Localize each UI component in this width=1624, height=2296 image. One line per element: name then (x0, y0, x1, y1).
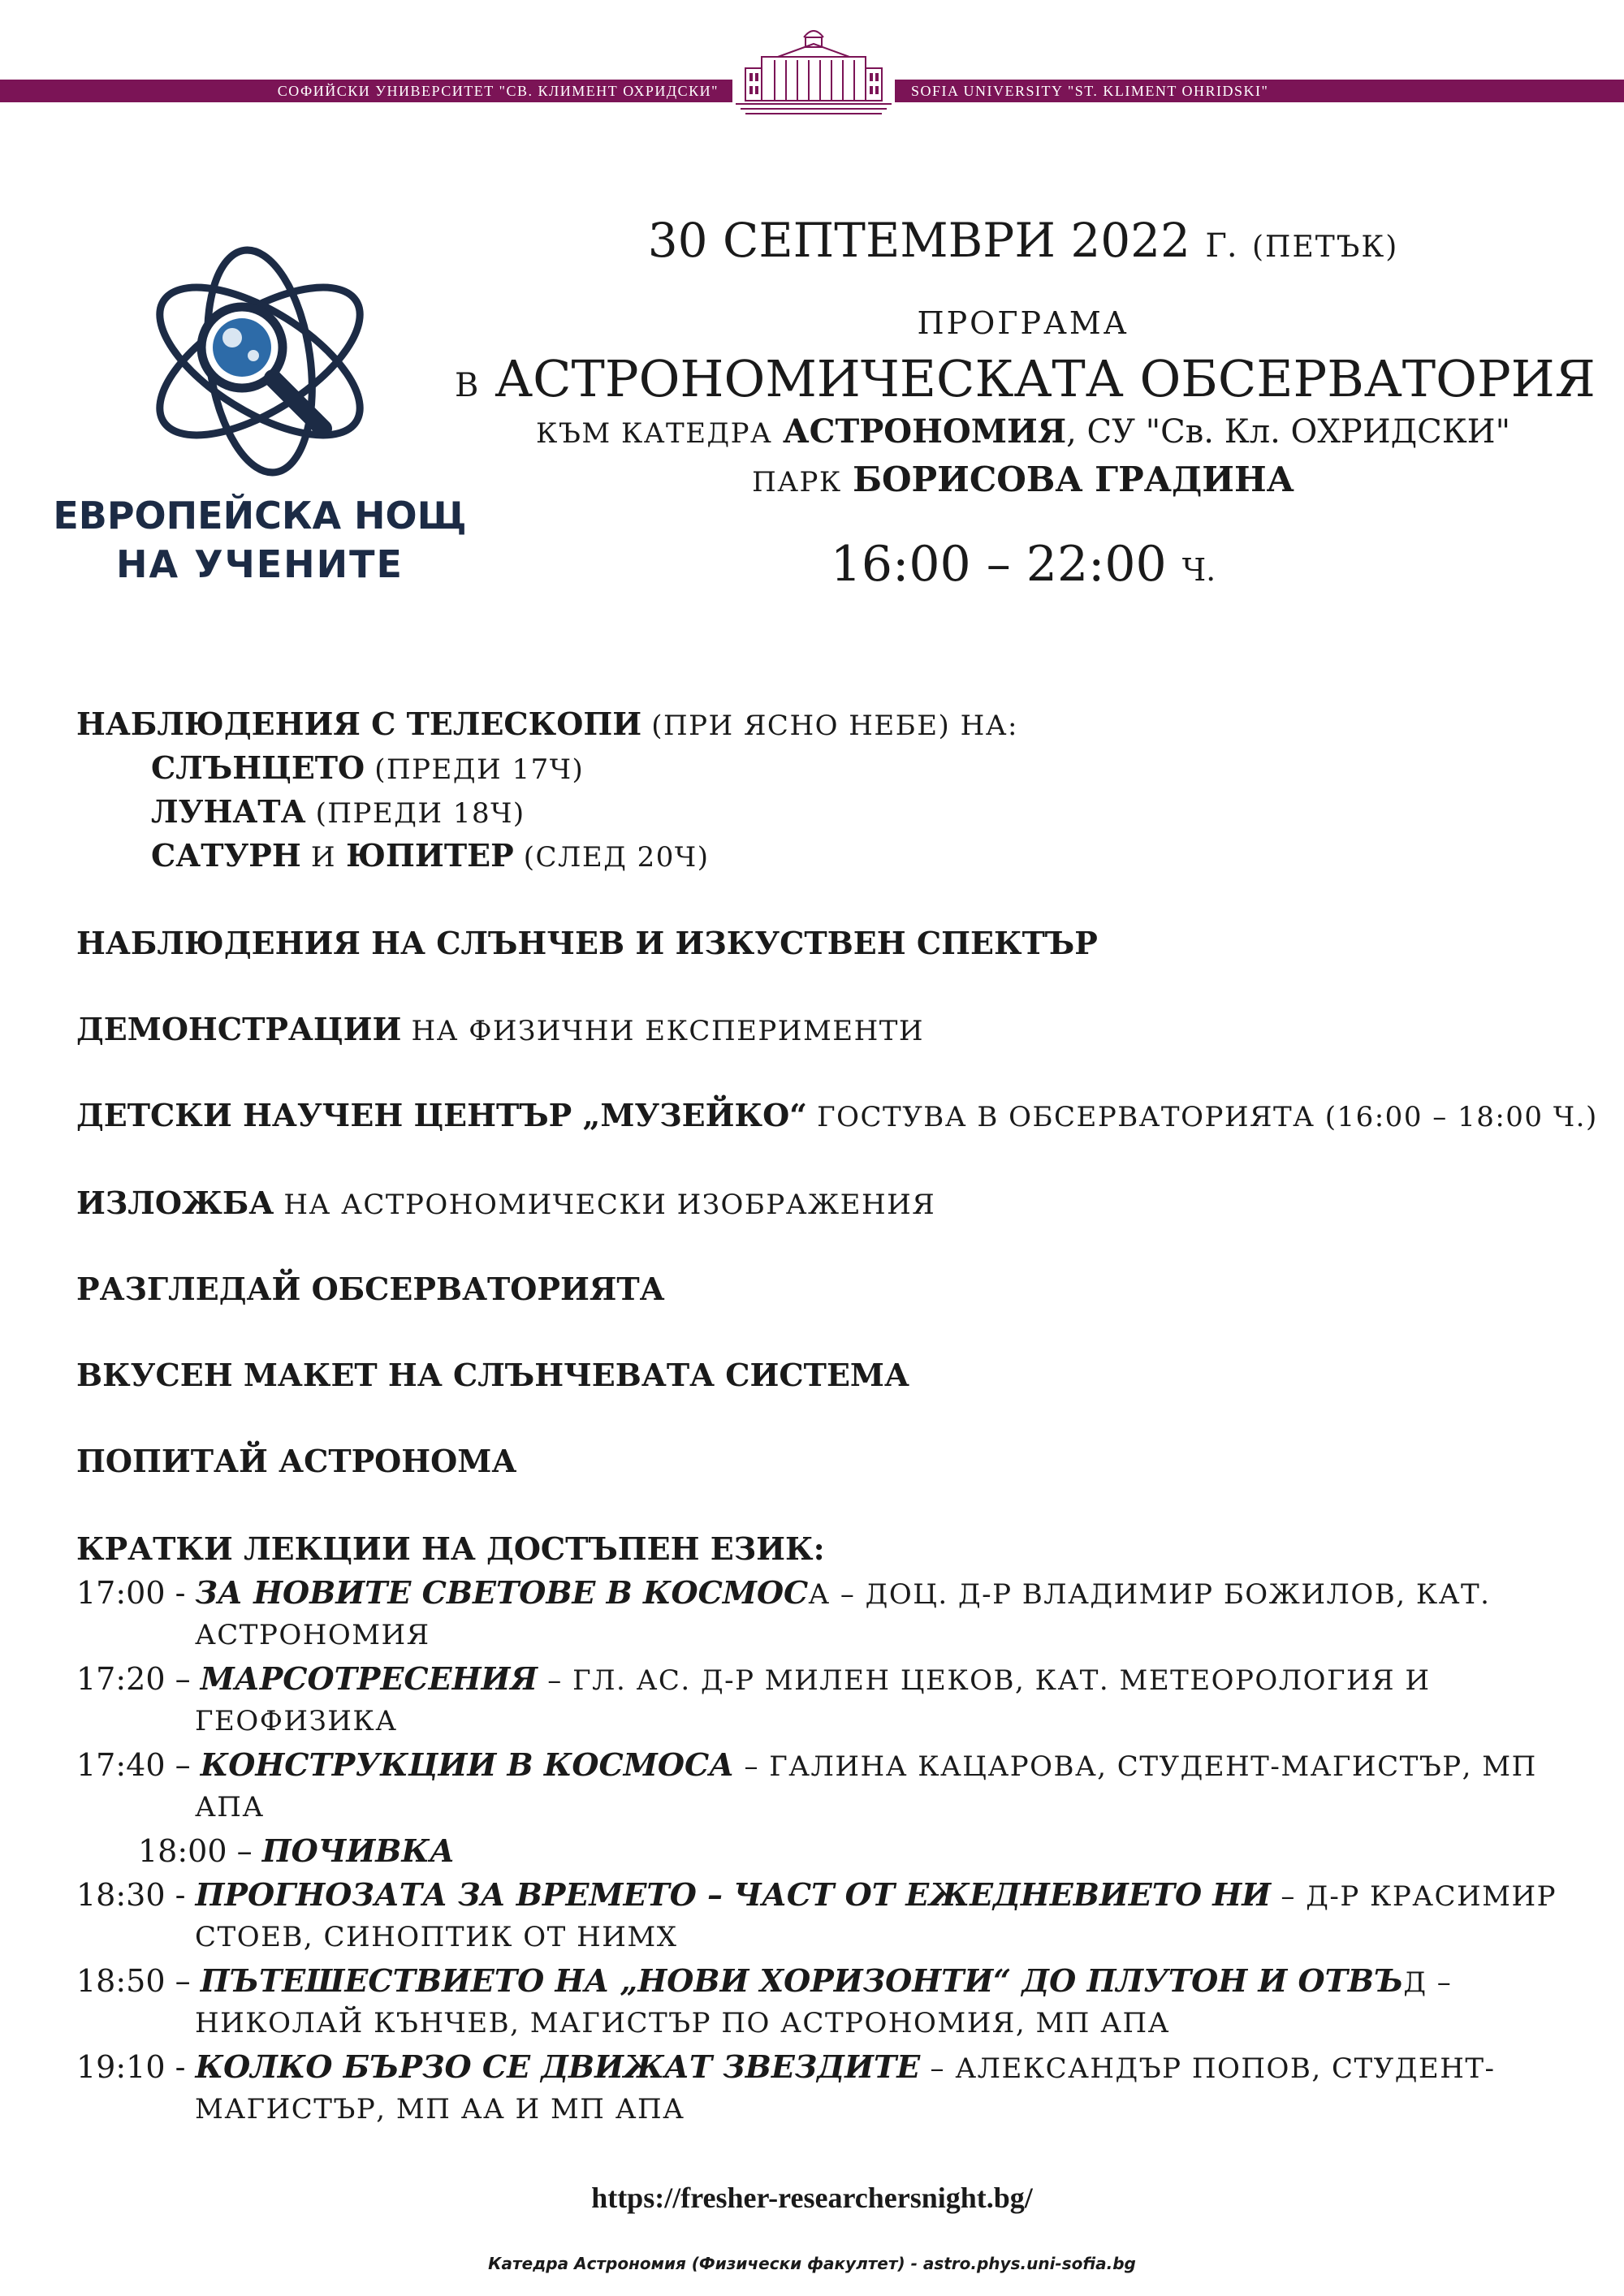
event-date: 30 СЕПТЕМВРИ 2022 Г. (ПЕТЪК) (647, 213, 1399, 268)
atom-magnifier-icon (138, 244, 382, 487)
footer-text: Катедра Астрономия (Физически факултет) - astro.phys.uni-sofia.bg (488, 2254, 1136, 2273)
event-website-link[interactable]: https://fresher-researchersnight.bg/ (591, 2182, 1033, 2214)
lecture-item-cont: ГЕОФИЗИКА (195, 1705, 398, 1737)
university-building-icon (729, 19, 898, 123)
venue-title: В АСТРОНОМИЧЕСКАТА ОБСЕРВАТОРИЯ (455, 349, 1596, 408)
lecture-item-cont: МАГИСТЪР, МП АА И МП АПА (195, 2093, 685, 2126)
demos-line: ДЕМОНСТРАЦИИ НА ФИЗИЧНИ ЕКСПЕРИМЕНТИ (76, 1011, 925, 1047)
exhibit-line: ИЗЛОЖБА НА АСТРОНОМИЧЕСКИ ИЗОБРАЖЕНИЯ (76, 1185, 936, 1221)
lecture-item: 17:00 - ЗА НОВИТЕ СВЕТОВЕ В КОСМОСА – ДОЦ. Д-Р ВЛАДИМИР БОЖИЛОВ, КАТ. (76, 1574, 1491, 1611)
moon-line: ЛУНАТА (ПРЕДИ 18Ч) (151, 793, 525, 830)
planets-line: САТУРН И ЮПИТЕР (СЛЕД 20Ч) (151, 837, 710, 874)
park-line: ПАРК БОРИСОВА ГРАДИНА (752, 460, 1294, 499)
university-name-en: SOFIA UNIVERSITY "ST. KLIMENT OHRIDSKI" (911, 83, 1269, 99)
lecture-item: 18:50 – ПЪТЕШЕСТВИЕТО НА „НОВИ ХОРИЗОНТИ“ ДО ПЛУТОН И ОТВЪД – (76, 1962, 1453, 1999)
lecture-item-cont: НИКОЛАЙ КЪНЧЕВ, МАГИСТЪР ПО АСТРОНОМИЯ, МП АПА (195, 2007, 1170, 2039)
lecture-item-cont: АПА (195, 1791, 265, 1823)
logo-title-line2: НА УЧЕНИТЕ (116, 542, 404, 586)
spectrum-line: НАБЛЮДЕНИЯ НА СЛЪНЧЕВ И ИЗКУСТВЕН СПЕКТЪР (76, 925, 1098, 961)
lecture-item-cont: АСТРОНОМИЯ (195, 1619, 430, 1651)
lecture-item: 17:40 – КОНСТРУКЦИИ В КОСМОСА – ГАЛИНА КАЦАРОВА, СТУДЕНТ-МАГИСТЪР, МП (76, 1746, 1537, 1783)
lecture-item: 18:30 - ПРОГНОЗАТА ЗА ВРЕМЕТО – ЧАСТ ОТ ЕЖЕДНЕВИЕТО НИ – Д-Р КРАСИМИР (76, 1876, 1557, 1913)
lecture-item-cont: СТОЕВ, СИНОПТИК ОТ НИМХ (195, 1921, 678, 1953)
event-hours: 16:00 – 22:00 Ч. (830, 536, 1216, 593)
lecture-break: 18:00 – ПОЧИВКА (138, 1832, 455, 1869)
telescopes-line: НАБЛЮДЕНИЯ С ТЕЛЕСКОПИ (ПРИ ЯСНО НЕБЕ) НА: (76, 706, 1018, 742)
program-label: ПРОГРАМА (917, 305, 1129, 341)
university-name-bg: СОФИЙСКИ УНИВЕРСИТЕТ "СВ. КЛИМЕНТ ОХРИДСКИ" (277, 83, 719, 99)
sun-line: СЛЪНЦЕТО (ПРЕДИ 17Ч) (151, 749, 585, 786)
lecture-item: 19:10 - КОЛКО БЪРЗО СЕ ДВИЖАТ ЗВЕЗДИТЕ – АЛЕКСАНДЪР ПОПОВ, СТУДЕНТ- (76, 2048, 1496, 2085)
model-line: ВКУСЕН МАКЕТ НА СЛЪНЧЕВАТА СИСТЕМА (76, 1357, 909, 1393)
tour-line: РАЗГЛЕДАЙ ОБСЕРВАТОРИЯТА (76, 1271, 665, 1307)
ask-line: ПОПИТАЙ АСТРОНОМА (76, 1443, 517, 1479)
lecture-item: 17:20 – МАРСОТРЕСЕНИЯ – ГЛ. АС. Д-Р МИЛЕН ЦЕКОВ, КАТ. МЕТЕОРОЛОГИЯ И (76, 1660, 1431, 1697)
department-line: КЪМ КАТЕДРА АСТРОНОМИЯ, СУ "Св. Кл. ОХРИДСКИ" (536, 412, 1510, 451)
lectures-title: КРАТКИ ЛЕКЦИИ НА ДОСТЪПЕН ЕЗИК: (76, 1530, 825, 1567)
logo-title-line1: ЕВРОПЕЙСКА НОЩ (53, 494, 467, 537)
museiko-line: ДЕТСКИ НАУЧЕН ЦЕНТЪР „МУЗЕЙКО“ ГОСТУВА В ОБСЕРВАТОРИЯТА (16:00 – 18:00 Ч.) (76, 1097, 1598, 1133)
